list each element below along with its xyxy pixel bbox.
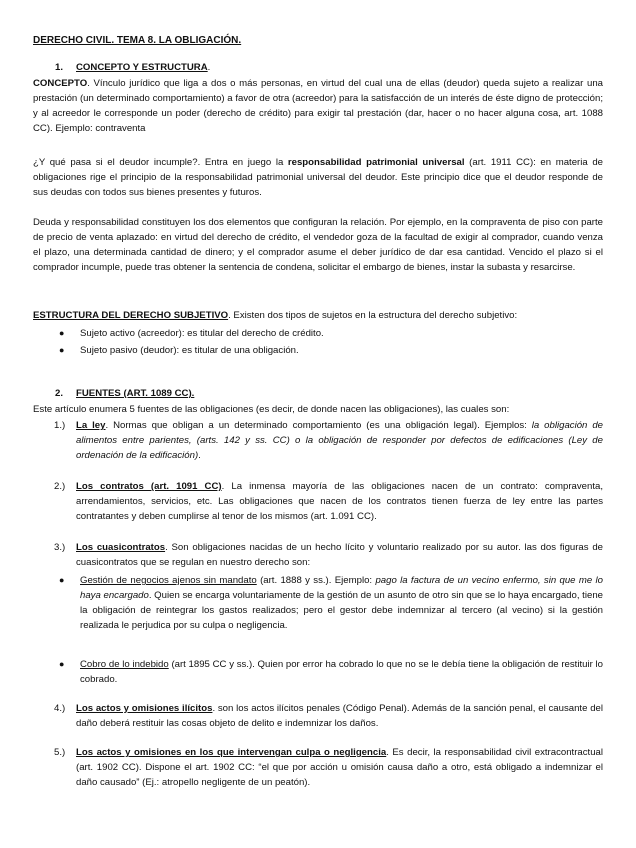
- fuente-5-culpa: [76, 745, 603, 790]
- concepto-label: CONCEPTO: [33, 78, 88, 89]
- estructura-text: . Existen dos tipos de sujetos en la estructura del derecho subjetivo:: [228, 310, 518, 321]
- sub-gestion-text-a: (art. 1888 y ss.). Ejemplo:: [256, 575, 376, 586]
- responsabilidad-text-a: ¿Y qué pasa si el deudor incumple?. Entra en juego la: [33, 157, 288, 168]
- section-2-heading: FUENTES (ART. 1089 CC).: [76, 388, 195, 399]
- fuente-4-text: . son los actos ilícitos penales (Código Penal). Además de la sanción penal, el causante del daño deberá restituir las cosas objeto de delito e indemnizar los daños.: [76, 703, 604, 729]
- fuente-1-text-a: . Normas que obligan a un determinado comportamiento (es una obligación legal). Ejemplos:: [105, 420, 532, 431]
- bullet-icon: ●: [59, 345, 65, 355]
- fuente-1-italic-2: o la obligación de responder por defectos de edificaciones (Ley de ordenación de la edificación): [76, 435, 603, 461]
- concepto-paragraph: [33, 76, 603, 136]
- fuente-2-text: . La inmensa mayoría de las obligaciones nacen de un contrato: compraventa, arrendamientos, servicios, etc. Las obligaciones que nacen de los contratos tienen fuerza de ley entre las partes contratantes y deben cumplirse al tenor de los mismos (art. 1.091 CC).: [76, 481, 603, 522]
- estructura-paragraph: [33, 308, 603, 323]
- fuente-5-text: . Es decir, la responsabilidad civil extracontractual (art. 1902 CC). Dispone el art. 1902 CC: “el que por acción u omisión causa daño a otro, está obligado a indemnizar el daño causado” (Ej.: atropello negligente de un peatón).: [76, 747, 603, 788]
- sub-gestion-italic: pago la factura de un vecino enfermo, sin que me lo haya encargado: [80, 575, 604, 601]
- section-1-number: 1.: [55, 62, 64, 73]
- fuentes-intro: Este artículo enumera 5 fuentes de las obligaciones (es decir, de donde nacen las obligaciones), las cuales son:: [33, 404, 510, 415]
- bullet-icon: ●: [59, 659, 65, 669]
- section-1-heading-dot: .: [207, 62, 211, 73]
- bullet-sujeto-pasivo: Sujeto pasivo (deudor): es titular de una obligación.: [80, 345, 299, 356]
- bullet-icon: ●: [59, 328, 65, 338]
- fuente-3-number: 3.): [54, 542, 66, 553]
- fuente-1-italic-1: la obligación de alimentos entre parientes: [76, 420, 603, 446]
- sub-gestion-label: Gestión de negocios ajenos sin mandato: [80, 575, 257, 586]
- bullet-sujeto-activo: Sujeto activo (acreedor): es titular del derecho de crédito.: [80, 328, 324, 339]
- sub-cobro-text: (art 1895 CC y ss.). Quien por error ha cobrado lo que no se le debía tiene la obligación de restituir lo cobrado.: [80, 659, 603, 685]
- fuente-3-label: Los cuasicontratos: [76, 542, 166, 553]
- fuente-2-number: 2.): [54, 481, 66, 492]
- section-1-heading-text: CONCEPTO Y ESTRUCTURA: [76, 62, 208, 73]
- fuente-5-label: Los actos y omisiones en los que intervengan culpa o negligencia: [76, 747, 387, 758]
- fuente-1-text-b: , (arts. 142 y ss. CC): [188, 435, 296, 446]
- fuente-1-text-c: .: [198, 450, 201, 461]
- fuente-4-number: 4.): [54, 703, 66, 714]
- fuente-2-contratos: [76, 479, 603, 524]
- bullet-icon: ●: [59, 575, 65, 585]
- sub-gestion-text-b: . Quien se encarga voluntariamente de la gestión de un asunto de otro sin que se lo haya encargado, tiene la obligación de reintegrar los gastos realizados; pero el gestor debe indemnizar al tercero (al vecino) si la gestión realizada le perjudica por su culpa o negligencia.: [80, 590, 603, 631]
- section-2-number: 2.: [55, 388, 64, 399]
- concepto-text: . Vínculo jurídico que liga a dos o más personas, en virtud del cual una de ellas (deudor) queda sujeto a realizar una prestación (un determinado comportamiento) a favor de otra (acreedor) para la satisfacción de un interés de éste digno de protección; y al acreedor le corresponde un poder (derecho de crédito) para exigir tal prestación (dar, hacer o no hacer alguna cosa, art. 1088 CC). Ejemplo: contraventa: [33, 78, 603, 134]
- responsabilidad-bold: responsabilidad patrimonial universal: [287, 157, 465, 168]
- deuda-paragraph: Deuda y responsabilidad constituyen los dos elementos que configuran la relación. Por ejemplo, en la compraventa de piso con parte de precio de venta aplazado: en virtud del derecho de crédito, el vendedor goza de la facultad de exigir al comprador, cuando venza el plazo, una determinada cantidad de dinero; y el comprador asume el deber jurídico de dar esa cantidad. Vencido el plazo si el comprador incumple, puede tras obtener la sentencia de condena, solicitar el embargo de bienes, instar la subasta y resarcirse.: [33, 217, 603, 273]
- fuente-3-cuasicontratos: [76, 540, 603, 570]
- fuente-1-number: 1.): [54, 420, 66, 431]
- fuente-3-text: . Son obligaciones nacidas de un hecho lícito y voluntario realizado por su autor. las dos figuras de cuasicontratos que se regulan en nuestro derecho son:: [76, 542, 604, 568]
- sub-cobro-label: Cobro de lo indebido: [80, 659, 169, 670]
- fuente-4-ilicitos: [76, 701, 603, 731]
- estructura-label: ESTRUCTURA DEL DERECHO SUBJETIVO: [33, 310, 229, 321]
- fuente-2-label: Los contratos (art. 1091 CC): [76, 481, 222, 492]
- fuente-1-ley: [76, 418, 603, 463]
- sub-gestion-negocios: [80, 573, 603, 633]
- fuente-1-label: La ley: [76, 420, 106, 431]
- sub-cobro-indebido: [80, 657, 603, 687]
- fuente-5-number: 5.): [54, 747, 66, 758]
- section-1-heading: [76, 60, 576, 75]
- responsabilidad-paragraph: [33, 155, 603, 200]
- document-title: DERECHO CIVIL. TEMA 8. LA OBLIGACIÓN.: [33, 35, 242, 46]
- fuente-4-label: Los actos y omisiones ilícitos: [76, 703, 213, 714]
- responsabilidad-text-b: (art. 1911 CC): en materia de obligaciones rige el principio de la responsabilidad patrimonial universal del deudor. Este principio dice que el deudor responde de sus deudas con todos sus bienes presentes y futuros.: [33, 157, 603, 198]
